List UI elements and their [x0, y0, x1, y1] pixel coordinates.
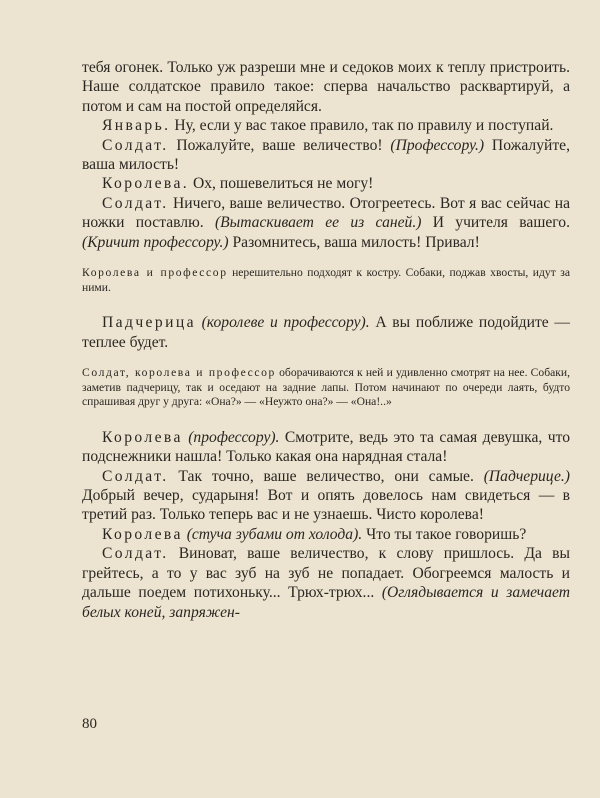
stage-direction [82, 366, 570, 410]
stage-remark: (стуча зубами от холода). [182, 525, 363, 543]
stage-direction [82, 266, 570, 295]
stage-remark: (Вытаскивает ее из саней.) [214, 214, 422, 232]
stage-remark: (Падчерице.) [483, 467, 570, 485]
speaker-name: Королева [102, 525, 183, 543]
speech-text: Разомнитесь, ваша милость! Привал! [228, 233, 480, 251]
speech-text: Пожалуйте, ваша милость! [82, 136, 570, 174]
speaker-name: Солдат. [102, 136, 169, 154]
speech-line [82, 428, 570, 467]
stage-remark: (профессору). [182, 428, 280, 446]
stage-remark: (королеве и профессору). [195, 314, 370, 332]
speech-line [82, 313, 570, 352]
speech-text: Ну, если у вас такое правило, так по правилу и поступай. [170, 117, 554, 135]
speech-text: Виноват, ваше величество, к слову пришлось. Да вы грейтесь, а то у вас зуб на зуб не попадает. Обогреемся малость и дальше поедем потихоньку... Трюх-трюх... [82, 545, 570, 602]
speech-text: Пожалуйте, ваше величество! [168, 136, 391, 154]
speaker-name: Солдат. [102, 545, 169, 563]
line-text: тебя огонек. Только уж разреши мне и седоков моих к теплу пристроить. Наше солдатское правило такое: сперва начальство расквартируй, а потом и сам на постой определяйся. [82, 59, 570, 115]
speech-line [82, 544, 570, 622]
stage-speakers: Солдат, королева и профессор [82, 366, 276, 380]
page-text [82, 58, 570, 622]
speaker-name: Королева. [102, 175, 190, 193]
speech-text: Смотрите, ведь это та самая девушка, что подснежники нашла! Только какая она нарядная стала! [82, 428, 571, 466]
stage-remark: (Профессору.) [390, 136, 485, 154]
stage-remark: (Кричит профессору.) [82, 233, 229, 251]
stage-text: нерешительно подходят к костру. Собаки, поджав хвосты, идут за ними. [82, 266, 570, 294]
page-number: 80 [82, 716, 97, 732]
speaker-name: Солдат. [102, 194, 169, 212]
speech-line [82, 136, 570, 175]
speech-text: Ничего, ваше величество. Отогреетесь. Вот я вас сейчас на ножки поставлю. [82, 194, 570, 232]
stage-text: оборачиваются к ней и удивленно смотрят на нее. Собаки, заметив падчерицу, так и оседают на задние лапы. Потом начинают по очереди лаять, будто спрашивая друг у друга: «Она?» — «Неужто она?» — «Она!..» [82, 366, 570, 409]
speech-text: И учителя вашего. [421, 214, 570, 232]
speech-line [82, 525, 570, 544]
speaker-name: Солдат. [102, 467, 169, 485]
speech-text: А вы поближе подойдите — теплее будет. [82, 314, 570, 351]
speech-text: Что ты такое говоришь? [362, 525, 527, 543]
speaker-name: Падчерица [102, 314, 196, 332]
speech-text: Ох, пошевелиться не могу! [189, 175, 374, 193]
speech-line [82, 116, 570, 135]
speech-line [82, 174, 570, 193]
speech-line [82, 467, 570, 525]
speech-line [82, 194, 570, 252]
speech-text: Так точно, ваше величество, они самые. [168, 467, 484, 485]
continued-line [82, 58, 570, 116]
speaker-name: Январь. [102, 117, 171, 135]
stage-speakers: Королева и профессор [82, 266, 228, 280]
speaker-name: Королева [102, 428, 183, 446]
stage-remark: (Оглядывается и замечает белых коней, запряжен- [82, 584, 570, 621]
speech-text: Добрый вечер, сударыня! Вот и опять довелось нам свидеться — в третий раз. Только теперь вас и не узнаешь. Чисто королева! [82, 487, 570, 524]
